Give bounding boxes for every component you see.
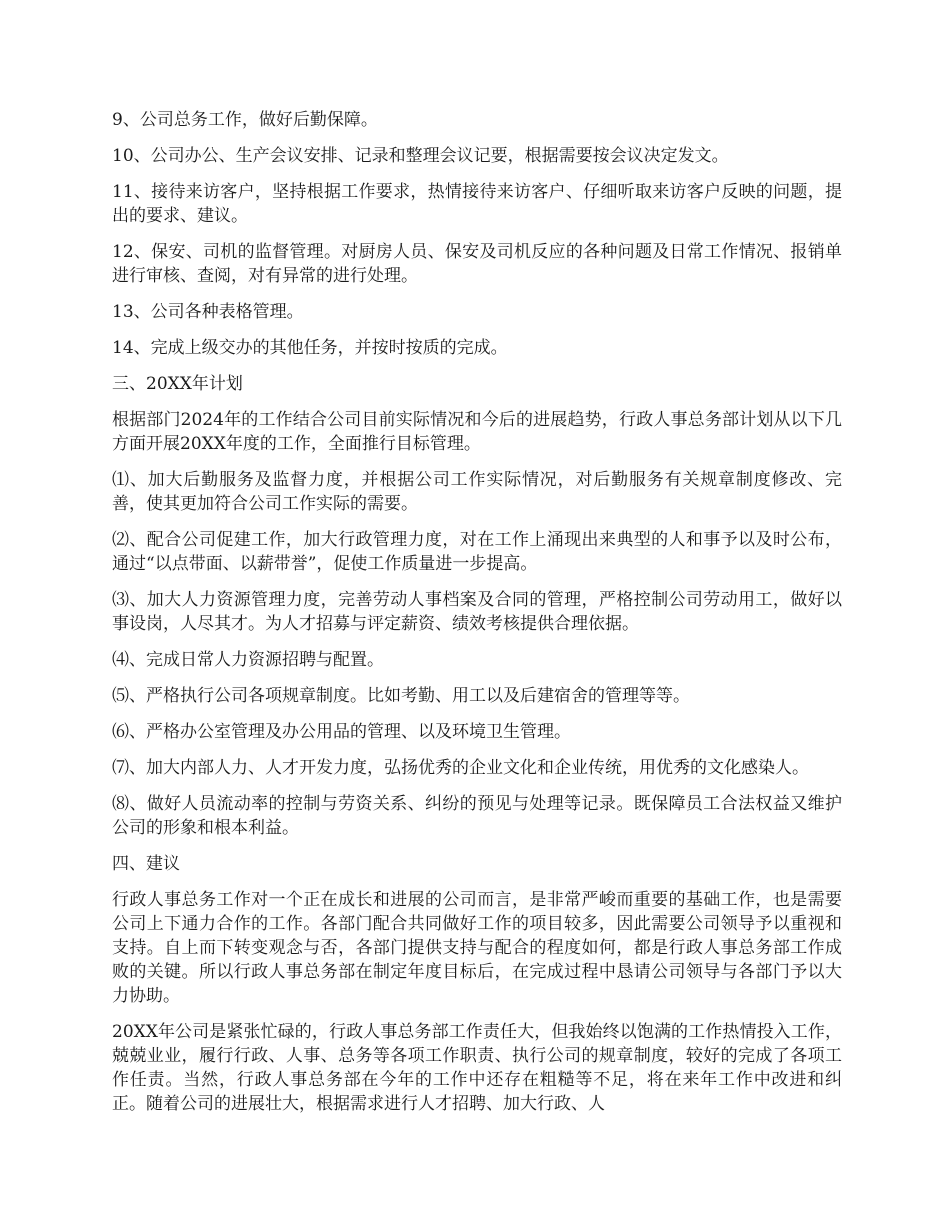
plan-item-2: ⑵、配合公司促建工作，加大行政管理力度，对在工作上涌现出来典型的人和事予以及时公布，通过“以点带面、以薪带誉”，促使工作质量进一步提高。 (112, 530, 842, 574)
plan-item-8: ⑻、做好人员流动率的控制与劳资关系、纠纷的预见与处理等记录。既保障员工合法权益又维护公司的形象和根本利益。 (112, 794, 842, 838)
summary-paragraph: 20XX年公司是紧张忙碌的，行政人事总务部工作责任大，但我始终以饱满的工作热情投入工作，兢兢业业，履行行政、人事、总务等各项工作职责、执行公司的规章制度，较好的完成了各项工作任责。当然，行政人事总务部在今年的工作中还存在粗糙等不足，将在来年工作中改进和纠正。随着公司的进展壮大，根据需求进行人才招聘、加大行政、人 (112, 1022, 842, 1114)
section-heading-plan: 三、20XX年计划 (112, 374, 243, 394)
item-13: 13、公司各种表格管理。 (112, 302, 304, 322)
suggestion-paragraph: 行政人事总务工作对一个正在成长和进展的公司而言，是非常严峻而重要的基础工作，也是需要公司上下通力合作的工作。各部门配合共同做好工作的项目较多，因此需要公司领导予以重视和支持。自上而下转变观念与否，各部门提供支持与配合的程度如何，都是行政人事总务部工作成败的关键。所以行政人事总务部在制定年度目标后，在完成过程中恳请公司领导与各部门予以大力协助。 (112, 890, 842, 1006)
plan-item-3: ⑶、加大人力资源管理力度，完善劳动人事档案及合同的管理，严格控制公司劳动用工，做好以事设岗，人尽其才。为人才招募与评定薪资、绩效考核提供合理依据。 (112, 590, 842, 634)
plan-intro: 根据部门2024年的工作结合公司目前实际情况和今后的进展趋势，行政人事总务部计划从以下几方面开展20XX年度的工作，全面推行目标管理。 (112, 410, 842, 454)
item-10: 10、公司办公、生产会议安排、记录和整理会议记要，根据需要按会议决定发文。 (112, 146, 729, 166)
item-14: 14、完成上级交办的其他任务，并按时按质的完成。 (112, 338, 508, 358)
item-9: 9、公司总务工作，做好后勤保障。 (112, 110, 378, 130)
plan-item-1: ⑴、加大后勤服务及监督力度，并根据公司工作实际情况，对后勤服务有关规章制度修改、完善，使其更加符合公司工作实际的需要。 (112, 470, 842, 514)
plan-item-6: ⑹、严格办公室管理及办公用品的管理、以及环境卫生管理。 (112, 722, 571, 742)
plan-item-5: ⑸、严格执行公司各项规章制度。比如考勤、用工以及后建宿舍的管理等等。 (112, 686, 690, 706)
item-12: 12、保安、司机的监督管理。对厨房人员、保安及司机反应的各种问题及日常工作情况、报销单进行审核、查阅，对有异常的进行处理。 (112, 242, 842, 286)
section-heading-suggestions: 四、建议 (112, 854, 180, 874)
plan-item-4: ⑷、完成日常人力资源招聘与配置。 (112, 650, 384, 670)
item-11: 11、接待来访客户，坚持根据工作要求，热情接待来访客户、仔细听取来访客户反映的问题，提出的要求、建议。 (112, 182, 842, 226)
plan-item-7: ⑺、加大内部人力、人才开发力度，弘扬优秀的企业文化和企业传统，用优秀的文化感染人。 (112, 758, 809, 778)
document-page (112, 108, 842, 1128)
